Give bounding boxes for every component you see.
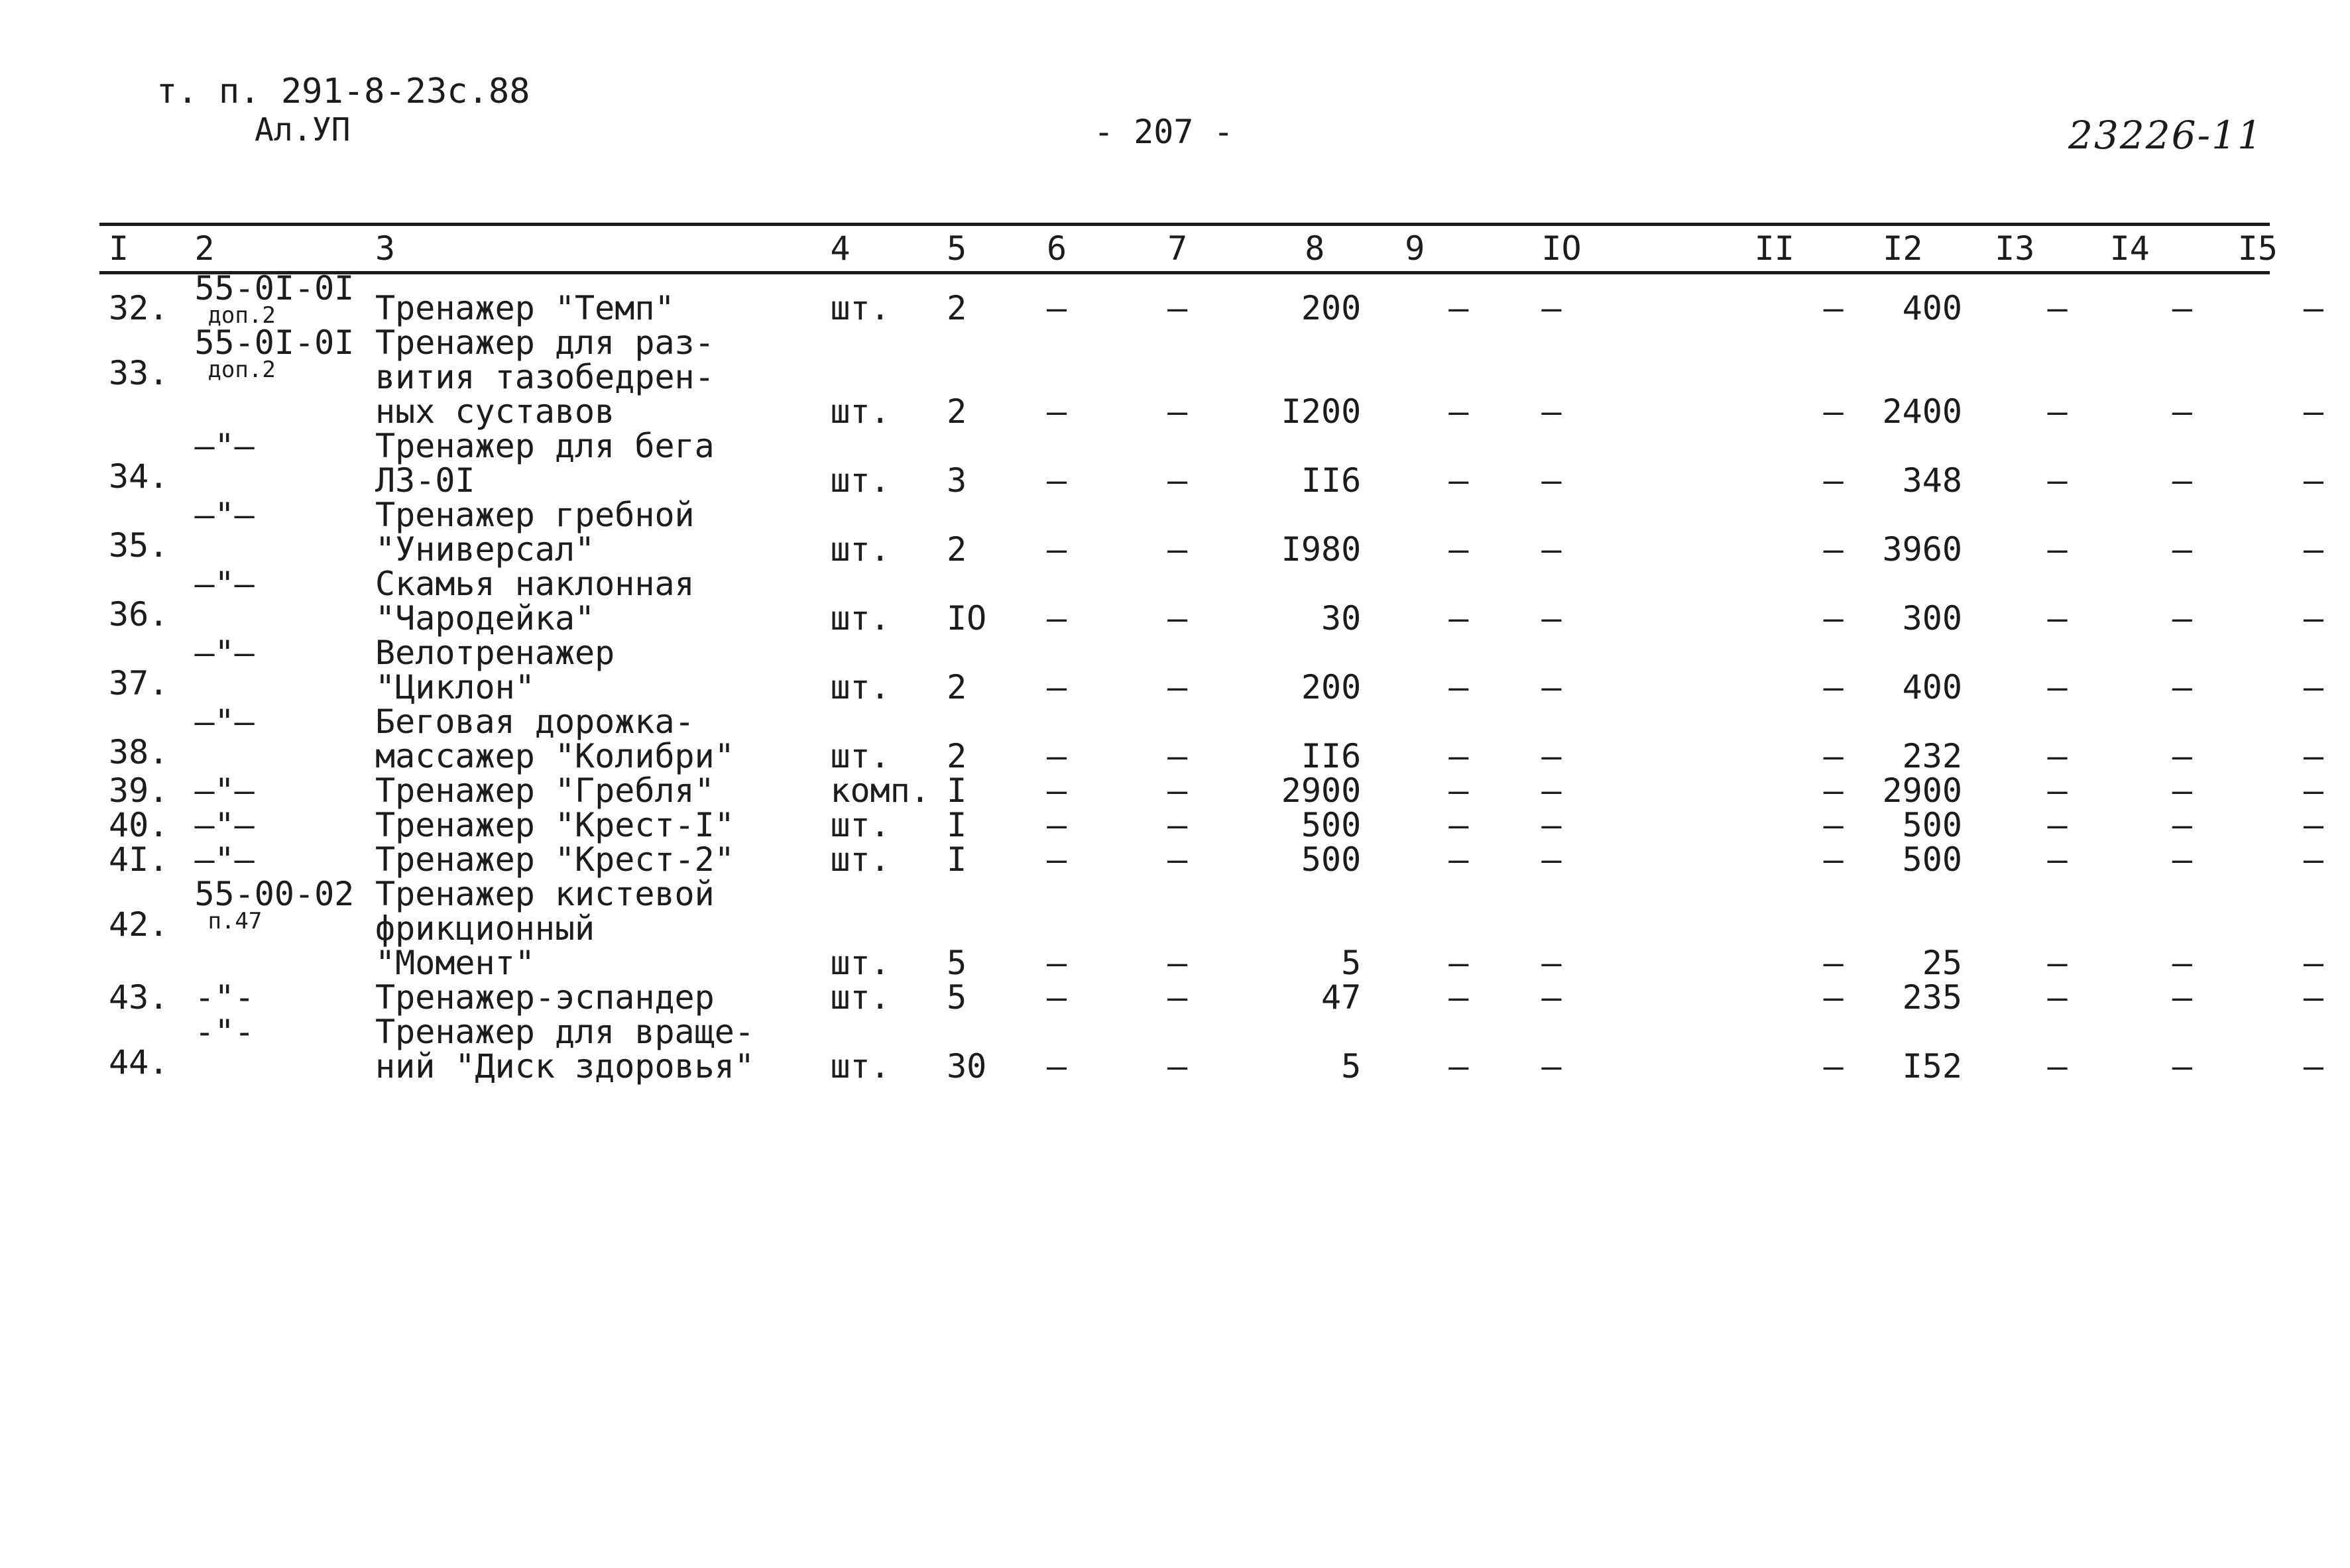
value-cell-c5: IO bbox=[947, 599, 987, 638]
value-cell-c7: – bbox=[1167, 461, 1188, 500]
value-cell-c6: – bbox=[1046, 944, 1067, 982]
item-name-line: Тренажер для бега bbox=[375, 427, 715, 465]
unit-cell: шт. bbox=[830, 461, 890, 500]
value-cell-c8: 30 bbox=[1321, 599, 1362, 638]
column-number-15: I5 bbox=[2237, 229, 2278, 268]
value-cell-c10: – bbox=[1541, 599, 1562, 638]
value-cell-c13: – bbox=[2047, 1047, 2068, 1086]
item-name-cell bbox=[375, 877, 830, 980]
column-number-row bbox=[99, 225, 2350, 271]
value-cell-c10: – bbox=[1541, 806, 1562, 844]
unit-cell: шт. bbox=[830, 668, 890, 706]
catalog-code: –"– bbox=[194, 565, 255, 603]
catalog-code-cell bbox=[194, 567, 375, 636]
table-row bbox=[99, 877, 2350, 980]
item-name-cell bbox=[375, 271, 830, 325]
catalog-code-cell bbox=[194, 429, 375, 498]
value-cell-c13: – bbox=[2047, 289, 2068, 327]
value-cell-c6: – bbox=[1046, 668, 1067, 706]
catalog-code: 55-0I-0I bbox=[194, 269, 355, 308]
item-name-line: Тренажер для раз- bbox=[375, 323, 715, 362]
catalog-code-cell bbox=[194, 773, 375, 808]
row-number: 4I. bbox=[109, 840, 169, 879]
value-cell-c7: – bbox=[1167, 530, 1188, 569]
unit-cell: шт. bbox=[830, 392, 890, 431]
unit-cell: шт. bbox=[830, 806, 890, 844]
value-cell-c6: – bbox=[1046, 840, 1067, 879]
column-number-12: I2 bbox=[1883, 229, 1923, 268]
item-name-cell bbox=[375, 567, 830, 636]
catalog-code-cell bbox=[194, 1015, 375, 1084]
value-cell-c9: – bbox=[1448, 840, 1469, 879]
table-row bbox=[99, 325, 2350, 429]
item-name-line: Тренажер гребной bbox=[375, 496, 695, 534]
value-cell-c8: II6 bbox=[1301, 461, 1362, 500]
value-cell-c5: I bbox=[947, 771, 967, 810]
value-cell-c7: – bbox=[1167, 771, 1188, 810]
value-cell-c11: – bbox=[1823, 599, 1844, 638]
value-cell-c5: I bbox=[947, 840, 967, 879]
value-cell-c14: – bbox=[2172, 461, 2192, 500]
row-number: 35. bbox=[109, 526, 169, 565]
value-cell-c15: – bbox=[2303, 737, 2323, 775]
value-cell-c5: 2 bbox=[947, 668, 967, 706]
value-cell-c10: – bbox=[1541, 737, 1562, 775]
value-cell-c14: – bbox=[2172, 530, 2192, 569]
value-cell-c7: – bbox=[1167, 392, 1188, 431]
value-cell-c7: – bbox=[1167, 978, 1188, 1017]
table-row bbox=[99, 1015, 2350, 1084]
value-cell-c14: – bbox=[2172, 978, 2192, 1017]
catalog-code-cell bbox=[194, 808, 375, 842]
item-name-line: вития тазобедрен- bbox=[375, 358, 715, 396]
value-cell-c6: – bbox=[1046, 1047, 1067, 1086]
value-cell-c15: – bbox=[2303, 392, 2323, 431]
value-cell-c9: – bbox=[1448, 599, 1469, 638]
item-name-line: фрикционный bbox=[375, 909, 595, 948]
table-row bbox=[99, 636, 2350, 704]
value-cell-c5: 2 bbox=[947, 530, 967, 569]
catalog-code-cell bbox=[194, 325, 375, 429]
value-cell-c6: – bbox=[1046, 392, 1067, 431]
value-cell-c15: – bbox=[2303, 806, 2323, 844]
value-cell-c9: – bbox=[1448, 530, 1469, 569]
table-row bbox=[99, 271, 2350, 325]
value-cell-c14: – bbox=[2172, 1047, 2192, 1086]
column-number-11: II bbox=[1754, 229, 1794, 268]
value-cell-c9: – bbox=[1448, 771, 1469, 810]
value-cell-c9: – bbox=[1448, 737, 1469, 775]
catalog-code: –"– bbox=[194, 806, 255, 844]
value-cell-c9: – bbox=[1448, 1047, 1469, 1086]
catalog-code: –"– bbox=[194, 702, 255, 741]
column-number-6: 6 bbox=[1046, 229, 1067, 268]
value-cell-c15: – bbox=[2303, 840, 2323, 879]
row-number: 36. bbox=[109, 595, 169, 634]
item-name-cell bbox=[375, 325, 830, 429]
value-cell-c5: 5 bbox=[947, 978, 967, 1017]
value-cell-c10: – bbox=[1541, 668, 1562, 706]
value-cell-c10: – bbox=[1541, 461, 1562, 500]
value-cell-c12: 235 bbox=[1902, 978, 1962, 1017]
unit-cell: шт. bbox=[830, 289, 890, 327]
value-cell-c14: – bbox=[2172, 771, 2192, 810]
page-number: - 207 - bbox=[1094, 113, 1234, 151]
unit-cell: шт. bbox=[830, 840, 890, 879]
catalog-code-supplement: доп.2 bbox=[207, 357, 276, 383]
value-cell-c11: – bbox=[1823, 668, 1844, 706]
value-cell-c11: – bbox=[1823, 1047, 1844, 1086]
column-number-5: 5 bbox=[947, 229, 967, 268]
value-cell-c10: – bbox=[1541, 289, 1562, 327]
value-cell-c11: – bbox=[1823, 806, 1844, 844]
value-cell-c14: – bbox=[2172, 840, 2192, 879]
document-reference: т. п. 291-8-23с.88 bbox=[156, 72, 530, 111]
catalog-code: –"– bbox=[194, 634, 255, 672]
value-cell-c7: – bbox=[1167, 599, 1188, 638]
value-cell-c13: – bbox=[2047, 978, 2068, 1017]
catalog-code-supplement: п.47 bbox=[207, 908, 263, 934]
value-cell-c13: – bbox=[2047, 530, 2068, 569]
value-cell-c12: 3960 bbox=[1882, 530, 1962, 569]
value-cell-c11: – bbox=[1823, 978, 1844, 1017]
value-cell-c6: – bbox=[1046, 530, 1067, 569]
item-name-line: "Универсал" bbox=[375, 530, 595, 569]
value-cell-c12: 232 bbox=[1902, 737, 1962, 775]
value-cell-c8: 200 bbox=[1301, 289, 1362, 327]
value-cell-c5: I bbox=[947, 806, 967, 844]
value-cell-c8: 500 bbox=[1301, 806, 1362, 844]
item-name-cell bbox=[375, 808, 830, 842]
value-cell-c12: 2900 bbox=[1882, 771, 1962, 810]
value-cell-c11: – bbox=[1823, 461, 1844, 500]
value-cell-c12: 400 bbox=[1902, 668, 1962, 706]
value-cell-c12: 500 bbox=[1902, 840, 1962, 879]
item-name-cell bbox=[375, 636, 830, 704]
column-number-3: 3 bbox=[375, 229, 396, 268]
catalog-code: –"– bbox=[194, 840, 255, 879]
value-cell-c13: – bbox=[2047, 668, 2068, 706]
value-cell-c5: 5 bbox=[947, 944, 967, 982]
value-cell-c9: – bbox=[1448, 806, 1469, 844]
value-cell-c12: 2400 bbox=[1882, 392, 1962, 431]
value-cell-c6: – bbox=[1046, 737, 1067, 775]
row-number: 42. bbox=[109, 905, 169, 944]
column-number-14: I4 bbox=[2109, 229, 2150, 268]
row-number: 43. bbox=[109, 978, 169, 1017]
catalog-code: –"– bbox=[194, 427, 255, 465]
catalog-code-cell bbox=[194, 980, 375, 1015]
value-cell-c10: – bbox=[1541, 1047, 1562, 1086]
catalog-code-supplement: доп.2 bbox=[207, 302, 276, 329]
value-cell-c13: – bbox=[2047, 737, 2068, 775]
table-body bbox=[99, 271, 2350, 1084]
value-cell-c15: – bbox=[2303, 530, 2323, 569]
value-cell-c11: – bbox=[1823, 530, 1844, 569]
value-cell-c15: – bbox=[2303, 771, 2323, 810]
value-cell-c5: 2 bbox=[947, 737, 967, 775]
item-name-cell bbox=[375, 842, 830, 877]
value-cell-c6: – bbox=[1046, 771, 1067, 810]
value-cell-c13: – bbox=[2047, 461, 2068, 500]
item-name-cell bbox=[375, 704, 830, 773]
table-row bbox=[99, 704, 2350, 773]
value-cell-c5: 2 bbox=[947, 289, 967, 327]
value-cell-c6: – bbox=[1046, 599, 1067, 638]
value-cell-c10: – bbox=[1541, 978, 1562, 1017]
unit-cell: шт. bbox=[830, 530, 890, 569]
table-row bbox=[99, 567, 2350, 636]
value-cell-c11: – bbox=[1823, 392, 1844, 431]
item-name-line: Велотренажер bbox=[375, 634, 615, 672]
item-name-cell bbox=[375, 773, 830, 808]
item-name-line: "Момент" bbox=[375, 944, 535, 982]
value-cell-c10: – bbox=[1541, 771, 1562, 810]
value-cell-c8: 500 bbox=[1301, 840, 1362, 879]
table-row bbox=[99, 429, 2350, 498]
unit-cell: шт. bbox=[830, 978, 890, 1017]
item-name-line: Тренажер "Крест-I" bbox=[375, 806, 734, 844]
unit-cell: шт. bbox=[830, 599, 890, 638]
value-cell-c13: – bbox=[2047, 806, 2068, 844]
item-name-line: Тренажер кистевой bbox=[375, 875, 715, 913]
value-cell-c15: – bbox=[2303, 461, 2323, 500]
column-number-1: I bbox=[109, 229, 129, 268]
value-cell-c12: I52 bbox=[1902, 1047, 1962, 1086]
unit-cell: шт. bbox=[830, 944, 890, 982]
item-name-cell bbox=[375, 429, 830, 498]
value-cell-c14: – bbox=[2172, 392, 2192, 431]
value-cell-c12: 400 bbox=[1902, 289, 1962, 327]
value-cell-c7: – bbox=[1167, 806, 1188, 844]
item-name-line: "Чародейка" bbox=[375, 599, 595, 638]
column-number-4: 4 bbox=[830, 229, 851, 268]
column-number-13: I3 bbox=[1995, 229, 2035, 268]
catalog-code: -"- bbox=[194, 978, 255, 1017]
equipment-table bbox=[99, 225, 2350, 1084]
value-cell-c10: – bbox=[1541, 840, 1562, 879]
row-number: 38. bbox=[109, 733, 169, 771]
value-cell-c12: 25 bbox=[1922, 944, 1962, 982]
value-cell-c7: – bbox=[1167, 737, 1188, 775]
value-cell-c11: – bbox=[1823, 771, 1844, 810]
value-cell-c14: – bbox=[2172, 737, 2192, 775]
value-cell-c11: – bbox=[1823, 840, 1844, 879]
row-number: 39. bbox=[109, 771, 169, 810]
item-name-line: массажер "Колибри" bbox=[375, 737, 734, 775]
catalog-code: 55-0I-0I bbox=[194, 323, 355, 362]
value-cell-c11: – bbox=[1823, 737, 1844, 775]
value-cell-c13: – bbox=[2047, 392, 2068, 431]
item-name-cell bbox=[375, 498, 830, 567]
catalog-code: –"– bbox=[194, 496, 255, 534]
value-cell-c10: – bbox=[1541, 530, 1562, 569]
value-cell-c9: – bbox=[1448, 461, 1469, 500]
item-name-line: Тренажер "Темп" bbox=[375, 289, 675, 327]
table-row bbox=[99, 842, 2350, 877]
handwritten-mark: 23226-11 bbox=[2068, 113, 2263, 158]
value-cell-c8: I200 bbox=[1281, 392, 1362, 431]
value-cell-c9: – bbox=[1448, 944, 1469, 982]
item-name-line: Тренажер-эспандер bbox=[375, 978, 715, 1017]
value-cell-c8: I980 bbox=[1281, 530, 1362, 569]
item-name-line: Беговая дорожка- bbox=[375, 702, 695, 741]
value-cell-c10: – bbox=[1541, 392, 1562, 431]
unit-cell: комп. bbox=[830, 771, 930, 810]
unit-cell: шт. bbox=[830, 737, 890, 775]
item-name-line: Тренажер для враще- bbox=[375, 1013, 754, 1051]
value-cell-c10: – bbox=[1541, 944, 1562, 982]
value-cell-c15: – bbox=[2303, 978, 2323, 1017]
item-name-line: "Циклон" bbox=[375, 668, 535, 706]
value-cell-c15: – bbox=[2303, 1047, 2323, 1086]
value-cell-c7: – bbox=[1167, 1047, 1188, 1086]
catalog-code-cell bbox=[194, 269, 375, 329]
value-cell-c15: – bbox=[2303, 944, 2323, 982]
table-row bbox=[99, 773, 2350, 808]
value-cell-c11: – bbox=[1823, 289, 1844, 327]
item-name-cell bbox=[375, 980, 830, 1015]
catalog-code-cell bbox=[194, 704, 375, 773]
value-cell-c5: 2 bbox=[947, 392, 967, 431]
row-number: 32. bbox=[109, 289, 169, 327]
value-cell-c8: 47 bbox=[1321, 978, 1362, 1017]
value-cell-c11: – bbox=[1823, 944, 1844, 982]
value-cell-c12: 348 bbox=[1902, 461, 1962, 500]
value-cell-c6: – bbox=[1046, 461, 1067, 500]
table-row bbox=[99, 498, 2350, 567]
catalog-code: –"– bbox=[194, 771, 255, 810]
catalog-code-cell bbox=[194, 842, 375, 877]
value-cell-c13: – bbox=[2047, 599, 2068, 638]
value-cell-c9: – bbox=[1448, 978, 1469, 1017]
catalog-code: -"- bbox=[194, 1013, 255, 1051]
value-cell-c6: – bbox=[1046, 289, 1067, 327]
item-name-line: Скамья наклонная bbox=[375, 565, 695, 603]
item-name-line: Тренажер "Гребля" bbox=[375, 771, 715, 810]
value-cell-c8: II6 bbox=[1301, 737, 1362, 775]
row-number: 33. bbox=[109, 354, 169, 392]
value-cell-c8: 200 bbox=[1301, 668, 1362, 706]
value-cell-c13: – bbox=[2047, 771, 2068, 810]
value-cell-c7: – bbox=[1167, 840, 1188, 879]
row-number: 40. bbox=[109, 806, 169, 844]
value-cell-c5: 3 bbox=[947, 461, 967, 500]
value-cell-c12: 500 bbox=[1902, 806, 1962, 844]
catalog-code-cell bbox=[194, 636, 375, 704]
value-cell-c14: – bbox=[2172, 944, 2192, 982]
value-cell-c15: – bbox=[2303, 289, 2323, 327]
table-row bbox=[99, 980, 2350, 1015]
value-cell-c7: – bbox=[1167, 944, 1188, 982]
value-cell-c12: 300 bbox=[1902, 599, 1962, 638]
value-cell-c8: 5 bbox=[1341, 1047, 1362, 1086]
value-cell-c7: – bbox=[1167, 289, 1188, 327]
column-number-10: IO bbox=[1541, 229, 1582, 268]
value-cell-c14: – bbox=[2172, 668, 2192, 706]
value-cell-c6: – bbox=[1046, 806, 1067, 844]
column-number-2: 2 bbox=[194, 229, 215, 268]
column-number-7: 7 bbox=[1167, 229, 1188, 268]
catalog-code: 55-00-02 bbox=[194, 875, 355, 913]
value-cell-c5: 30 bbox=[947, 1047, 987, 1086]
album-label: Ал.УП bbox=[255, 111, 351, 148]
catalog-code-cell bbox=[194, 498, 375, 567]
value-cell-c13: – bbox=[2047, 840, 2068, 879]
table-row bbox=[99, 808, 2350, 842]
item-name-line: ных суставов bbox=[375, 392, 615, 431]
value-cell-c8: 5 bbox=[1341, 944, 1362, 982]
row-number: 34. bbox=[109, 457, 169, 496]
value-cell-c15: – bbox=[2303, 668, 2323, 706]
row-number: 44. bbox=[109, 1043, 169, 1082]
column-number-8: 8 bbox=[1305, 229, 1325, 268]
catalog-code-cell bbox=[194, 877, 375, 980]
item-name-line: ЛЗ-0I bbox=[375, 461, 475, 500]
value-cell-c15: – bbox=[2303, 599, 2323, 638]
item-name-line: ний "Диск здоровья" bbox=[375, 1047, 754, 1086]
value-cell-c6: – bbox=[1046, 978, 1067, 1017]
column-number-9: 9 bbox=[1405, 229, 1425, 268]
item-name-cell bbox=[375, 1015, 830, 1084]
value-cell-c14: – bbox=[2172, 289, 2192, 327]
unit-cell: шт. bbox=[830, 1047, 890, 1086]
value-cell-c13: – bbox=[2047, 944, 2068, 982]
value-cell-c9: – bbox=[1448, 289, 1469, 327]
item-name-line: Тренажер "Крест-2" bbox=[375, 840, 734, 879]
value-cell-c14: – bbox=[2172, 806, 2192, 844]
value-cell-c8: 2900 bbox=[1281, 771, 1362, 810]
value-cell-c7: – bbox=[1167, 668, 1188, 706]
value-cell-c14: – bbox=[2172, 599, 2192, 638]
value-cell-c9: – bbox=[1448, 668, 1469, 706]
row-number: 37. bbox=[109, 664, 169, 702]
value-cell-c9: – bbox=[1448, 392, 1469, 431]
